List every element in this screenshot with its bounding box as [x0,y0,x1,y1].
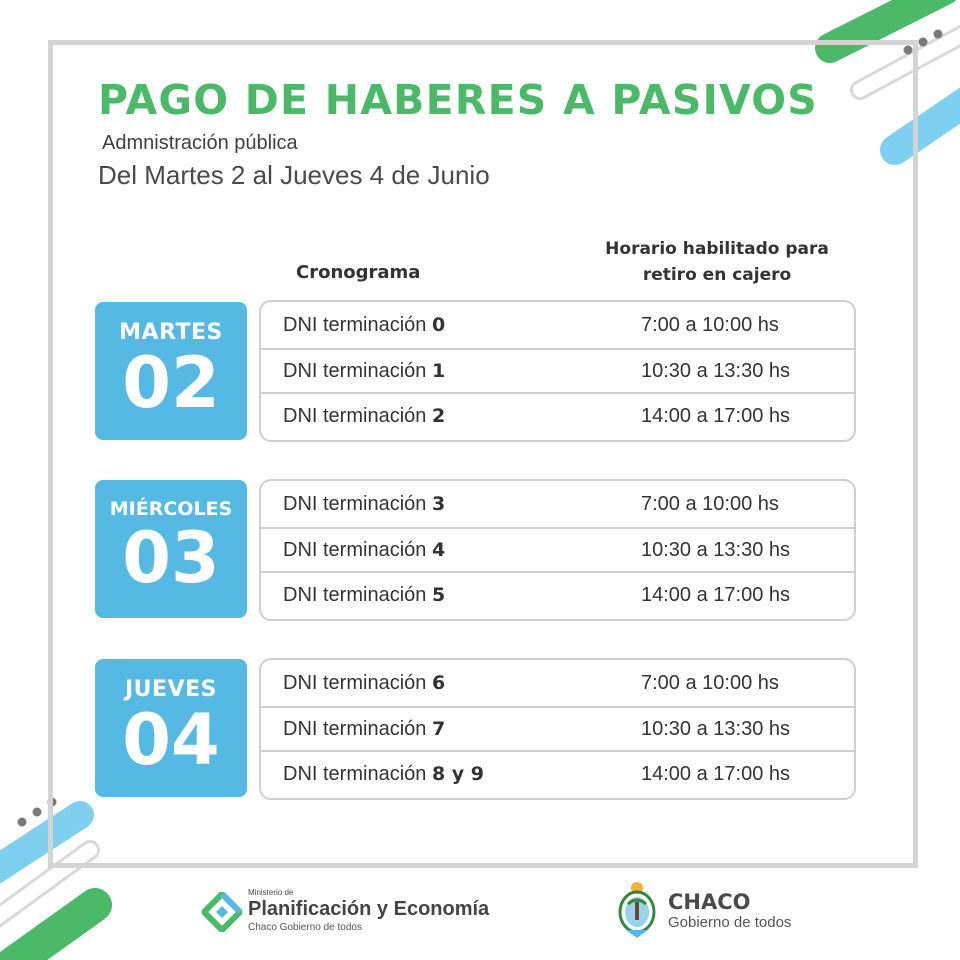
chaco-name: CHACO [668,890,751,914]
day-block-jueves [95,659,247,797]
schedule-table-martes [259,300,856,442]
hours-header-line1: Horario habilitado para [605,239,829,259]
ministry-small-text: Ministerio de [248,888,294,897]
row-digit: 7 [431,717,446,740]
row-label: DNI terminación [283,405,427,427]
row-label: DNI terminación [283,717,427,740]
row-label: DNI terminación [283,359,427,382]
row-digit: 2 [431,405,446,427]
schedule-row [261,660,854,706]
ministry-logo [202,888,502,938]
schedule-table-miercoles [259,479,856,621]
day-name: JUEVES [125,677,217,702]
row-time: 10:30 a 13:30 hs [641,717,791,740]
day-number: 03 [122,517,220,599]
date-range: Del Martes 2 al Jueves 4 de Junio [98,160,490,190]
row-digit: 3 [431,492,446,515]
row-label: DNI terminación [283,492,427,515]
row-time: 14:00 a 17:00 hs [641,763,791,785]
row-time: 14:00 a 17:00 hs [641,584,791,606]
schedule-row [261,706,854,750]
hours-header-line2: retiro en cajero [642,265,792,285]
row-time: 7:00 a 10:00 hs [641,313,779,336]
day-block-miercoles [95,480,247,618]
schedule-row [261,527,854,571]
hours-column-header [580,236,854,288]
day-name: MIÉRCOLES [109,498,233,520]
page-title: PAGO DE HABERES A PASIVOS [98,76,818,124]
row-time: 10:30 a 13:30 hs [641,359,791,382]
ministry-tagline: Chaco Gobierno de todos [248,922,362,933]
row-digit: 4 [431,538,446,561]
day-number: 04 [122,699,220,781]
row-digit: 5 [431,584,446,606]
row-digit: 0 [431,313,446,336]
row-digit: 6 [431,671,446,694]
row-digit: 8 y 9 [431,763,485,785]
schedule-table-jueves [259,658,856,800]
chaco-government-logo [612,880,832,940]
ministry-diamond-icon [202,892,242,932]
schedule-row [261,481,854,527]
row-label: DNI terminación [283,313,427,336]
row-time: 14:00 a 17:00 hs [641,405,791,427]
row-label: DNI terminación [283,671,427,694]
row-digit: 1 [431,359,446,382]
row-time: 10:30 a 13:30 hs [641,538,791,561]
schedule-row [261,750,854,797]
schedule-row [261,392,854,439]
day-name: MARTES [119,320,223,345]
day-block-martes [95,302,247,440]
chaco-coat-of-arms-icon [614,880,660,940]
row-label: DNI terminación [283,584,427,606]
chaco-tagline: Gobierno de todos [668,914,792,931]
row-label: DNI terminación [283,538,427,561]
schedule-column-header: Cronograma [296,262,421,283]
schedule-row [261,571,854,618]
page-subtitle: Admnistración pública [102,132,298,154]
schedule-row [261,302,854,348]
row-label: DNI terminación [283,763,427,785]
row-time: 7:00 a 10:00 hs [641,492,779,515]
schedule-row [261,348,854,392]
day-number: 02 [122,342,220,424]
ministry-name: Planificación y Economía [248,898,490,920]
row-time: 7:00 a 10:00 hs [641,671,779,694]
